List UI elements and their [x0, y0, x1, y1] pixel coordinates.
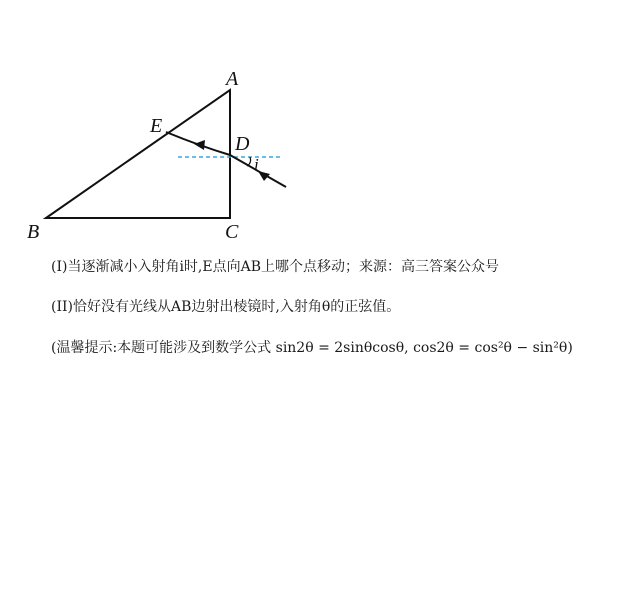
question-1: (I)当逐渐减小入射角i时,E点向AB上哪个点移动；来源：高三答案公众号: [51, 259, 499, 275]
incident-ray-arrow-icon: [258, 171, 270, 181]
label-D: D: [235, 133, 250, 155]
formula-hint: (温馨提示:本题可能涉及到数学公式 sin2θ = 2sinθcosθ, cos2θ = cos²θ − sin²θ): [51, 340, 573, 356]
prism-diagram: [0, 0, 637, 250]
label-B: B: [27, 221, 40, 243]
prism-triangle: [46, 90, 230, 218]
label-i: i: [254, 155, 259, 174]
question-2: (II)恰好没有光线从AB边射出棱镜时,入射角θ的正弦值。: [51, 299, 401, 315]
refracted-ray-arrow-icon: [194, 140, 205, 150]
label-C: C: [225, 221, 239, 243]
label-A: A: [226, 68, 239, 90]
label-E: E: [150, 115, 163, 137]
